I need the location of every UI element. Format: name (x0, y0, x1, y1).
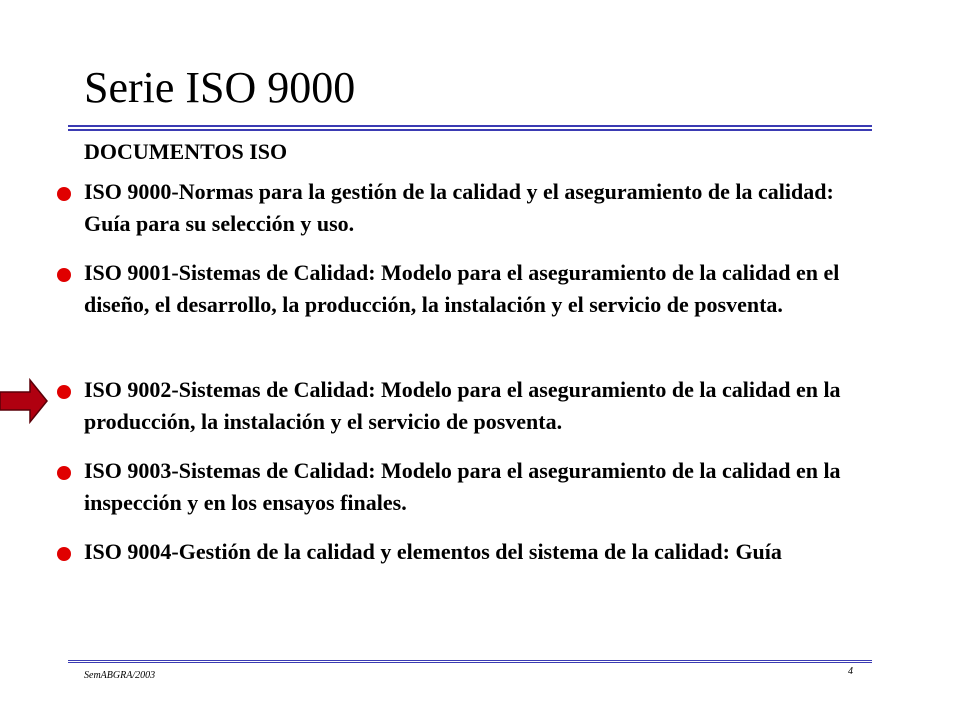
red-dot-icon (57, 187, 71, 201)
red-dot-icon (57, 547, 71, 561)
list-item-iso-9001 (84, 257, 874, 321)
list-item-iso-9002 (84, 374, 874, 438)
section-heading: DOCUMENTOS ISO (84, 139, 288, 164)
list-item-text: ISO 9000-Normas para la gestión de la calidad y el aseguramiento de la calidad: Guía para su selección y uso. (84, 179, 834, 236)
footer-divider (68, 660, 872, 663)
title-divider (68, 125, 872, 131)
list-item-iso-9000 (84, 176, 874, 240)
red-dot-icon (57, 466, 71, 480)
list-item-text: ISO 9003-Sistemas de Calidad: Modelo para el aseguramiento de la calidad en la inspección y en los ensayos finales. (84, 458, 841, 515)
list-item-text: ISO 9001-Sistemas de Calidad: Modelo para el aseguramiento de la calidad en el diseño, el desarrollo, la producción, la instalación y el servicio de posventa. (84, 260, 840, 317)
list-item-iso-9003 (84, 455, 874, 519)
red-dot-icon (57, 385, 71, 399)
list-item-text: ISO 9004-Gestión de la calidad y elementos del sistema de la calidad: Guía (84, 539, 782, 564)
red-dot-icon (57, 268, 71, 282)
slide-title: Serie ISO 9000 (84, 63, 356, 112)
footer-credit: SemABGRA/2003 (84, 670, 156, 681)
page-number: 4 (848, 666, 853, 677)
list-item-text: ISO 9002-Sistemas de Calidad: Modelo para el aseguramiento de la calidad en la producción, la instalación y el servicio de posventa. (84, 377, 841, 434)
list-item-iso-9004 (84, 536, 874, 568)
right-arrow-icon (0, 376, 48, 426)
